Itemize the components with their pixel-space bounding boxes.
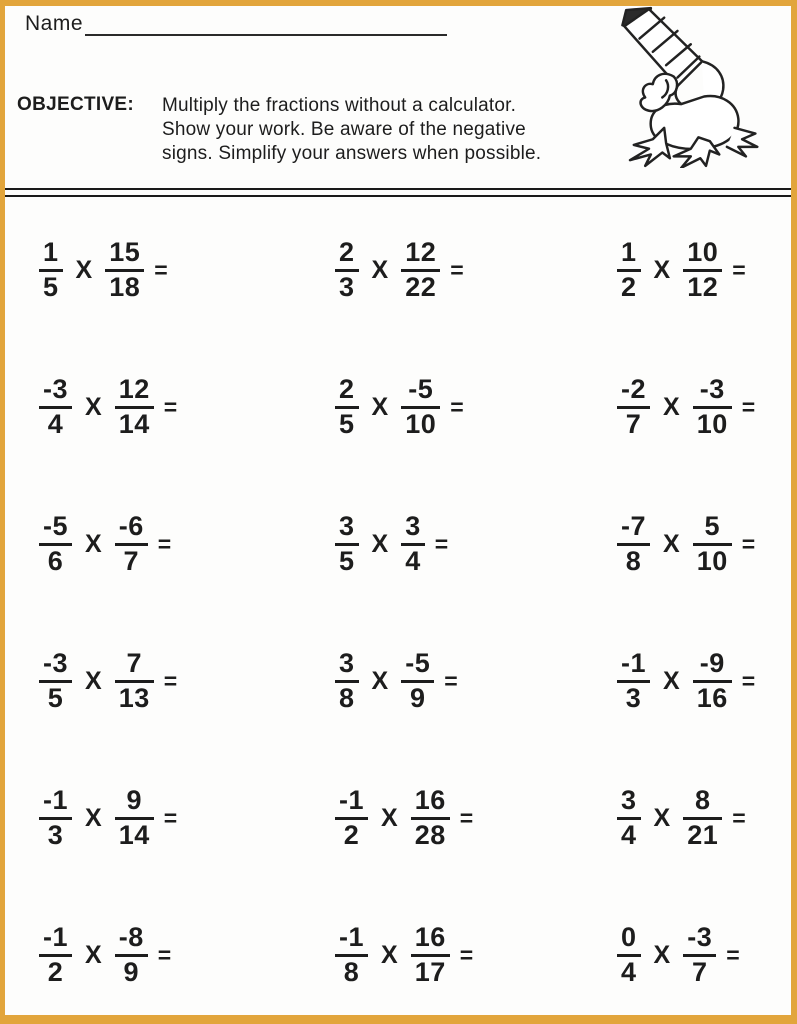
- fraction: $\frac{12}{22}$: [401, 239, 440, 301]
- equals-sign: =: [163, 668, 178, 694]
- fraction: $\frac{-1}{3}$: [617, 650, 650, 712]
- problem-4: [39, 376, 177, 438]
- equals-sign: =: [741, 394, 756, 420]
- fraction: $\frac{-5}{9}$: [401, 650, 434, 712]
- multiply-sign: X: [663, 393, 680, 421]
- multiply-sign: X: [75, 256, 93, 284]
- equals-sign: =: [434, 531, 449, 557]
- problem-5: [335, 376, 464, 438]
- multiply-sign: X: [371, 393, 389, 421]
- problems-grid: [5, 202, 791, 1015]
- fraction: $\frac{-5}{6}$: [39, 513, 72, 575]
- problem-1: [39, 239, 168, 301]
- fraction: $\frac{-3}{5}$: [39, 650, 72, 712]
- equals-sign: =: [444, 668, 458, 694]
- double-rule-divider: [0, 188, 796, 197]
- equals-sign: =: [157, 942, 172, 968]
- fraction: $\frac{3}{4}$: [617, 787, 641, 849]
- fraction: $\frac{-1}{2}$: [335, 787, 368, 849]
- problem-7: [39, 513, 171, 575]
- fraction: $\frac{-3}{4}$: [39, 376, 72, 438]
- fraction: $\frac{-5}{10}$: [401, 376, 440, 438]
- fraction: $\frac{5}{10}$: [693, 513, 732, 575]
- objective-line: Show your work. Be aware of the negative: [162, 119, 526, 140]
- multiply-sign: X: [663, 530, 680, 558]
- fraction: $\frac{2}{3}$: [335, 239, 359, 301]
- multiply-sign: X: [371, 530, 389, 558]
- fraction: $\frac{2}{5}$: [335, 376, 359, 438]
- problem-17: [335, 924, 473, 986]
- name-blank-line: [85, 12, 447, 36]
- fraction: $\frac{-3}{10}$: [693, 376, 732, 438]
- fraction: $\frac{0}{4}$: [617, 924, 641, 986]
- problem-6: [617, 376, 755, 438]
- multiply-sign: X: [653, 804, 671, 832]
- equals-sign: =: [732, 805, 746, 831]
- fraction: $\frac{16}{28}$: [411, 787, 450, 849]
- objective-text: [162, 94, 541, 166]
- fraction: $\frac{-6}{7}$: [115, 513, 148, 575]
- problem-8: [335, 513, 448, 575]
- problem-3: [617, 239, 746, 301]
- problem-14: [335, 787, 473, 849]
- fraction: $\frac{15}{18}$: [105, 239, 144, 301]
- fraction: $\frac{7}{13}$: [115, 650, 154, 712]
- multiply-sign: X: [85, 393, 102, 421]
- multiply-sign: X: [85, 667, 102, 695]
- fraction: $\frac{-9}{16}$: [693, 650, 732, 712]
- problem-13: [39, 787, 177, 849]
- fraction: $\frac{3}{8}$: [335, 650, 359, 712]
- fraction: $\frac{3}{5}$: [335, 513, 359, 575]
- fraction: $\frac{8}{21}$: [683, 787, 722, 849]
- multiply-sign: X: [371, 256, 389, 284]
- fraction: $\frac{-1}{3}$: [39, 787, 72, 849]
- equals-sign: =: [163, 805, 178, 831]
- problem-18: [617, 924, 740, 986]
- dodo-bird-icon: [611, 6, 763, 168]
- equals-sign: =: [450, 394, 464, 420]
- multiply-sign: X: [85, 941, 102, 969]
- fraction: $\frac{-1}{2}$: [39, 924, 72, 986]
- multiply-sign: X: [85, 530, 102, 558]
- equals-sign: =: [157, 531, 172, 557]
- fraction: $\frac{3}{4}$: [401, 513, 425, 575]
- fraction: $\frac{1}{2}$: [617, 239, 641, 301]
- objective-line: signs. Simplify your answers when possible.: [162, 143, 542, 164]
- name-row: [25, 12, 447, 36]
- objective-label: OBJECTIVE:: [17, 94, 135, 115]
- equals-sign: =: [459, 805, 474, 831]
- fraction: $\frac{-1}{8}$: [335, 924, 368, 986]
- fraction: $\frac{12}{14}$: [115, 376, 154, 438]
- equals-sign: =: [163, 394, 178, 420]
- fraction: $\frac{10}{12}$: [683, 239, 722, 301]
- problem-15: [617, 787, 746, 849]
- problem-9: [617, 513, 755, 575]
- multiply-sign: X: [371, 667, 389, 695]
- fraction: $\frac{-3}{7}$: [683, 924, 716, 986]
- equals-sign: =: [726, 942, 740, 968]
- multiply-sign: X: [653, 941, 671, 969]
- multiply-sign: X: [85, 804, 102, 832]
- problem-11: [335, 650, 458, 712]
- equals-sign: =: [450, 257, 464, 283]
- equals-sign: =: [741, 668, 756, 694]
- problem-10: [39, 650, 177, 712]
- fraction: $\frac{-7}{8}$: [617, 513, 650, 575]
- fraction: $\frac{16}{17}$: [411, 924, 450, 986]
- multiply-sign: X: [653, 256, 671, 284]
- name-label: Name: [25, 12, 84, 35]
- objective-block: [17, 94, 541, 166]
- multiply-sign: X: [663, 667, 680, 695]
- objective-line: Multiply the fractions without a calculator.: [162, 95, 517, 116]
- equals-sign: =: [154, 257, 168, 283]
- fraction: $\frac{1}{5}$: [39, 239, 63, 301]
- multiply-sign: X: [381, 804, 398, 832]
- fraction: $\frac{-2}{7}$: [617, 376, 650, 438]
- equals-sign: =: [741, 531, 756, 557]
- equals-sign: =: [459, 942, 474, 968]
- equals-sign: =: [732, 257, 746, 283]
- multiply-sign: X: [381, 941, 398, 969]
- problem-16: [39, 924, 171, 986]
- fraction: $\frac{9}{14}$: [115, 787, 154, 849]
- problem-2: [335, 239, 464, 301]
- problem-12: [617, 650, 755, 712]
- fraction: $\frac{-8}{9}$: [115, 924, 148, 986]
